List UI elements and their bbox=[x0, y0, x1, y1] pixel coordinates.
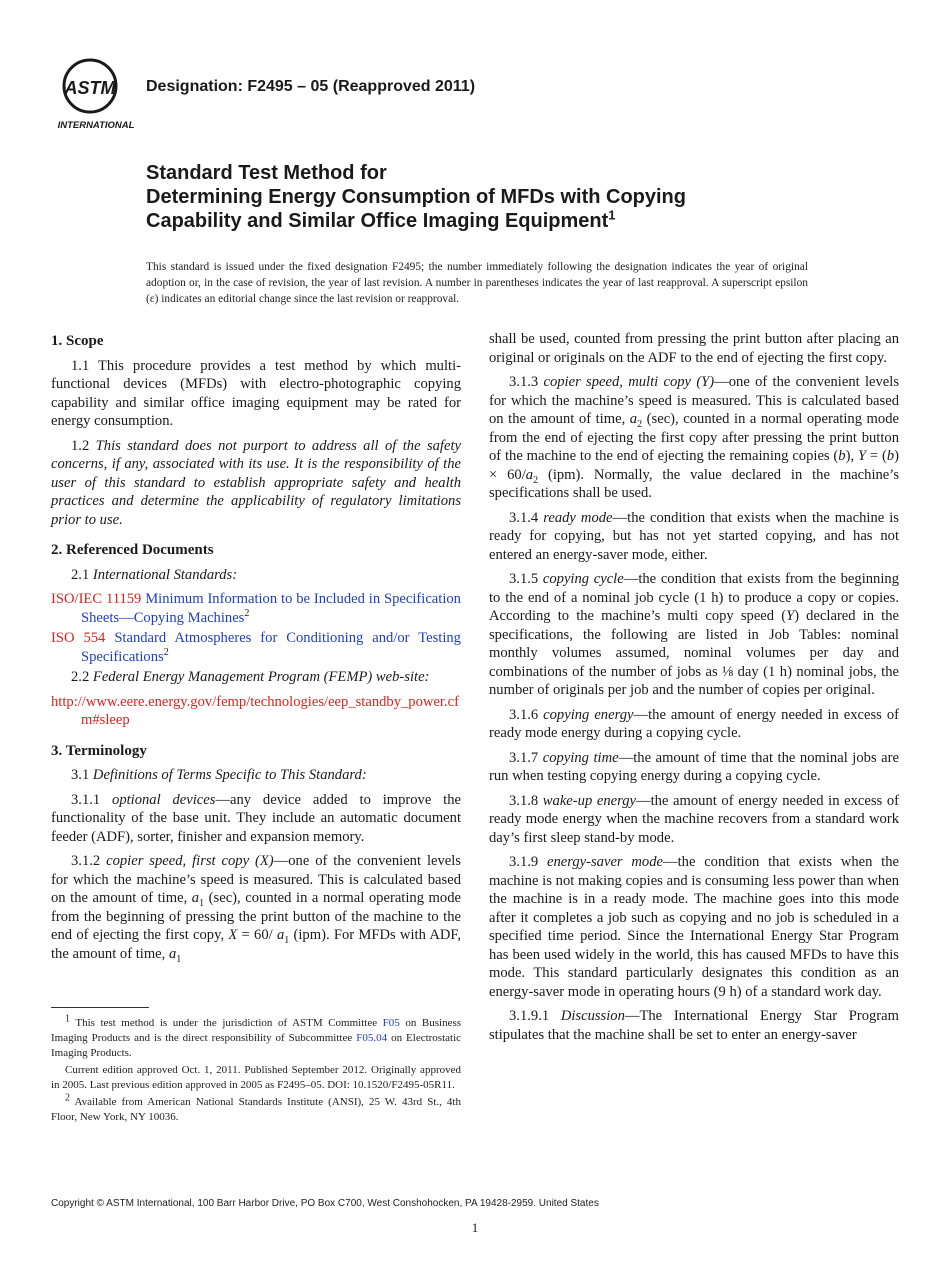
astm-logo bbox=[54, 56, 136, 134]
terminology-heading: 3. Terminology bbox=[51, 742, 147, 759]
para-3-1-9: 3.1.9 energy-saver mode—the condition that exists when the machine is not making copies and is consuming less power than when the machine is in a ready mode. The machine goes into this mode after it completes a job such as copying and no job is scheduled in a specified time period. Since the International Energy Star Program has been used widely in the world, this has caused MFDs to have this mode. This standard particularly designates this condition as an energy-saver mode in operating hours (9 h) of a standard work day. bbox=[489, 854, 899, 1000]
para-3-1-1: 3.1.1 optional devices—any device added to improve the functionality of the base unit. They include an automatic document feeder (ADF), sorter, finisher and expansion memory. bbox=[51, 791, 461, 845]
right-column bbox=[489, 330, 899, 1050]
para-3-1-8: 3.1.8 wake-up energy—the amount of energy needed in excess of ready mode energy when the machine recovers from a standard work day’s first sleep stand-by mode. bbox=[489, 792, 899, 846]
para-3-1: 3.1 Definitions of Terms Specific to This Standard: bbox=[71, 767, 367, 783]
para-3-1-3: 3.1.3 copier speed, multi copy (Y)—one of the convenient levels for which the machine’s speed is measured. This is calculated based on the amount of time, $a_2$ (sec), counted in a normal operating mode from the end of ejecting the first copy after pressing the print button of the machine to the end of ejecting the remaining copies (b), $Y = (b) \times 60/a_2$ (ipm). Normally, the value declared in the machine’s specifications shall be used. bbox=[489, 374, 900, 501]
para-1-2: 1.2 This standard does not purport to address all of the safety concerns, if any, associated with its use. It is the responsibility of the user of this standard to establish appropriate safety and health practices and determine the applicability of regulatory limitations prior to use. bbox=[51, 437, 461, 528]
referenced-documents-heading: 2. Referenced Documents bbox=[51, 542, 214, 558]
para-3-1-6: 3.1.6 copying energy—the amount of energy needed in excess of ready mode energy during a copying cycle. bbox=[489, 706, 899, 741]
page-number: 1 bbox=[471, 1220, 479, 1235]
footnote-2: $^2$ Available from American National Standards Institute (ANSI), 25 W. 43rd St., 4th Floor, New York, NY 10036. bbox=[51, 1092, 461, 1123]
footnote-1-edition: Current edition approved Oct. 1, 2011. Published September 2012. Originally approved in 2005. Last previous edition approved in 2005 as F2495–05. DOI: 10.1520/F2495-05R11. bbox=[51, 1064, 461, 1091]
femp-url-link[interactable]: http://www.eere.energy.gov/femp/technologies/eep_standby_power.cfm#sleep bbox=[51, 693, 459, 728]
para-3-1-9-1: 3.1.9.1 Discussion—The International Energy Star Program stipulates that the machine shall be set to enter an energy-saver bbox=[489, 1008, 899, 1043]
para-1-1: 1.1 This procedure provides a test method by which multi-functional devices (MFDs) with electro-photographic copying capability and similar office imaging equipment may be rated for energy consumption. bbox=[51, 357, 461, 429]
para-3-1-7: 3.1.7 copying time—the amount of time that the nominal jobs are run when testing copying energy during a copying cycle. bbox=[489, 749, 899, 784]
left-column bbox=[51, 330, 461, 969]
para-3-1-2-continued: shall be used, counted from pressing the print button after placing an original or originals on the ADF to the end of ejecting the first copy. bbox=[489, 331, 899, 366]
para-3-1-2: 3.1.2 copier speed, first copy (X)—one of the convenient levels for which the machine’s speed is measured. This is calculated based on the amount of time, $a_1$ (sec), counted in a normal operating mode from the beginning of pressing the print button of the machine to the end of ejecting the first copy, X = 60/ $a_1$ (ipm). For MFDs with ADF, the amount of time, $a_1$ bbox=[51, 853, 462, 965]
title-line-3: Capability and Similar Office Imaging Equipment$^1$ bbox=[146, 207, 616, 232]
para-2-2: 2.2 Federal Energy Management Program (FEMP) web-site: bbox=[71, 669, 430, 685]
para-2-1: 2.1 International Standards: bbox=[71, 566, 238, 583]
ref2-id-link[interactable]: ISO 554 bbox=[51, 630, 106, 646]
footnote-1: $^1$ This test method is under the jurisdiction of ASTM Committee F05 on Business Imaging Products and is the direct responsibility of Subcommittee F05.04 on Electrostatic Imaging Products. bbox=[51, 1013, 462, 1059]
para-3-1-4: 3.1.4 ready mode—the condition that exists when the machine is ready for copying, but has not yet started copying, and has not entered an energy-saver mode, either. bbox=[489, 509, 899, 563]
scope-heading: 1. Scope bbox=[51, 333, 104, 349]
svg-text:ASTM: ASTM bbox=[64, 78, 116, 98]
footnote-rule bbox=[51, 1007, 149, 1008]
committee-link[interactable]: F05 bbox=[382, 1017, 400, 1029]
preamble: This standard is issued under the fixed designation F2495; the number immediately following the designation indicates the year of original adoption or, in the case of revision, the year of last revision. A number in parentheses indicates the year of last reapproval. A superscript epsilon (ε) indicates an editorial change since the last revision or reapproval. bbox=[146, 261, 808, 305]
footnotes bbox=[51, 1013, 462, 1127]
subcommittee-link[interactable]: F05.04 bbox=[356, 1032, 388, 1044]
para-3-1-5: 3.1.5 copying cycle—the condition that exists from the beginning to the end of a nominal job cycle (1 h) to produce a copy or copies. According to the machine’s multi copy speed (Y) declared in the specifications, the following are listed in Job Tables: nominal monthly volumes assumed, nominal volumes per day and combinations of the number of jobs as ⅛ day (1 h) nominal jobs, the number of originals per job and the number of copies per original. bbox=[489, 571, 900, 698]
title-footnote-mark: 1 bbox=[608, 207, 616, 223]
ref2-title-link[interactable]: Standard Atmospheres for Conditioning and/or Testing Specifications bbox=[81, 630, 461, 665]
designation: Designation: F2495 – 05 (Reapproved 2011) bbox=[146, 78, 476, 95]
title-line-1: Standard Test Method for bbox=[146, 162, 387, 184]
copyright: Copyright © ASTM International, 100 Barr Harbor Drive, PO Box C700, West Conshohocken, PA 19428-2959. United States bbox=[51, 1198, 599, 1209]
reference-iso-iec-11159: ISO/IEC 11159 Minimum Information to be Included in Specification Sheets—Copying Machines$^2$ bbox=[51, 591, 461, 626]
astm-logo-graphic bbox=[54, 56, 136, 134]
ref1-title-link[interactable]: Minimum Information to be Included in Specification Sheets—Copying Machines bbox=[81, 591, 461, 626]
reference-iso-554: ISO 554 Standard Atmospheres for Conditioning and/or Testing Specifications$^2$ bbox=[51, 630, 461, 665]
title-line-2: Determining Energy Consumption of MFDs with Copying bbox=[146, 186, 686, 208]
svg-text:INTERNATIONAL: INTERNATIONAL bbox=[57, 120, 135, 131]
ref1-id-link[interactable]: ISO/IEC 11159 bbox=[51, 591, 142, 607]
femp-url bbox=[51, 693, 461, 730]
page-title bbox=[146, 161, 846, 233]
